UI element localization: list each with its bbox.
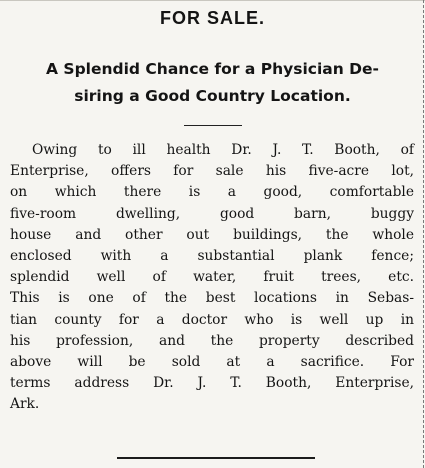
body-line: above will be sold at a sacrifice. For [10, 354, 414, 371]
body-line: terms address Dr. J. T. Booth, Enterprise, [10, 375, 414, 392]
article-end-rule [117, 457, 315, 459]
body-line: This is one of the best locations in Sebas- [10, 290, 414, 307]
body-line: Ark. [10, 396, 40, 413]
headline-line: siring a Good Country Location. [74, 87, 351, 105]
headline-line: A Splendid Chance for a Physician De- [46, 60, 379, 78]
body-line: tian county for a doctor who is well up in [10, 311, 414, 328]
body-line: five-room dwelling, good barn, buggy [10, 205, 414, 222]
headline-separator-rule [184, 125, 242, 126]
section-heading: FOR SALE. [159, 8, 265, 28]
body-line: Enterprise, offers for sale his five-acre lot, [10, 163, 414, 180]
top-border-rule [0, 0, 425, 1]
body-line: Owing to ill health Dr. J. T. Booth, of [32, 142, 414, 158]
body-line: house and other out buildings, the whole [10, 226, 414, 243]
body-line: enclosed with a substantial plank fence; [10, 248, 414, 265]
body-line: splendid well of water, fruit trees, etc. [10, 269, 414, 286]
article-body [10, 140, 414, 416]
body-line: on which there is a good, comfortable [10, 184, 414, 201]
article-headline [0, 56, 425, 110]
body-line: his profession, and the property described [10, 332, 414, 349]
